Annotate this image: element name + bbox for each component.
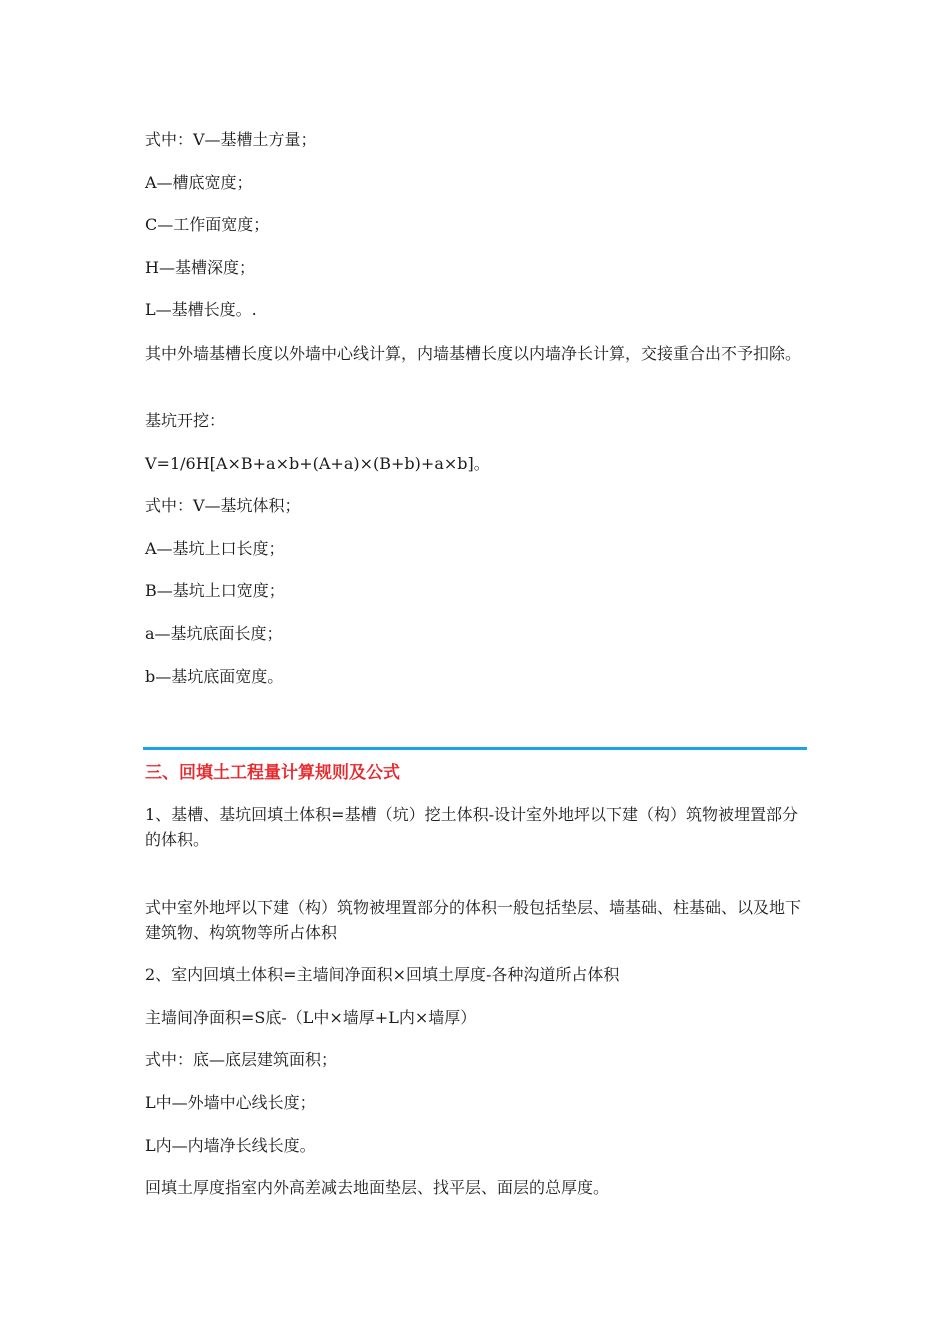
paragraph-l-inner-definition: L内—内墙净长线长度。 (145, 1136, 316, 1155)
paragraph-pit-excavation: 基坑开挖： (145, 411, 226, 430)
paragraph-a-definition: A—槽底宽度； (145, 173, 253, 192)
paragraph-h-definition: H—基槽深度； (145, 258, 255, 277)
paragraph-backfill-rule-2: 2、室内回填土体积=主墙间净面积×回填土厚度-各种沟道所占体积 (145, 965, 620, 984)
paragraph-pit-b-definition: B—基坑上口宽度； (145, 581, 285, 600)
paragraph-s-definition: 式中：底—底层建筑面积； (145, 1050, 338, 1069)
paragraph-pit-a-definition: A—基坑上口长度； (145, 539, 285, 558)
paragraph-c-definition: C—工作面宽度； (145, 215, 270, 234)
paragraph-backfill-rule-1: 1、基槽、基坑回填土体积=基槽（坑）挖土体积-设计室外地坪以下建（构）筑物被埋置部分的体积。 (145, 805, 798, 849)
paragraph-l-definition: L—基槽长度。. (145, 300, 257, 319)
paragraph-backfill-thickness: 回填土厚度指室内外高差减去地面垫层、找平层、面层的总厚度。 (145, 1178, 610, 1197)
paragraph-pit-formula: V=1/6H[A×B+a×b+(A+a)×(B+b)+a×b]。 (145, 454, 490, 473)
paragraph-length-rule: 其中外墙基槽长度以外墙中心线计算，内墙基槽长度以内墙净长计算，交接重合出不予扣除。 (145, 344, 802, 363)
paragraph-pit-v-definition: 式中：V—基坑体积； (145, 496, 301, 515)
paragraph-net-area-formula: 主墙间净面积=S底-（L中×墙厚+L内×墙厚） (145, 1008, 477, 1027)
paragraph-pit-b-small-definition: b—基坑底面宽度。 (145, 667, 284, 686)
paragraph-backfill-buried-volume: 式中室外地坪以下建（构）筑物被埋置部分的体积一般包括垫层、墙基础、柱基础、以及地下建筑物、构筑物等所占体积 (145, 898, 802, 942)
paragraph-l-center-definition: L中—外墙中心线长度； (145, 1093, 316, 1112)
paragraph-v-definition: 式中：V—基槽土方量； (145, 130, 317, 149)
section-heading: 三、回填土工程量计算规则及公式 (145, 763, 400, 783)
section-divider (143, 747, 807, 750)
paragraph-pit-a-small-definition: a—基坑底面长度； (145, 624, 283, 643)
